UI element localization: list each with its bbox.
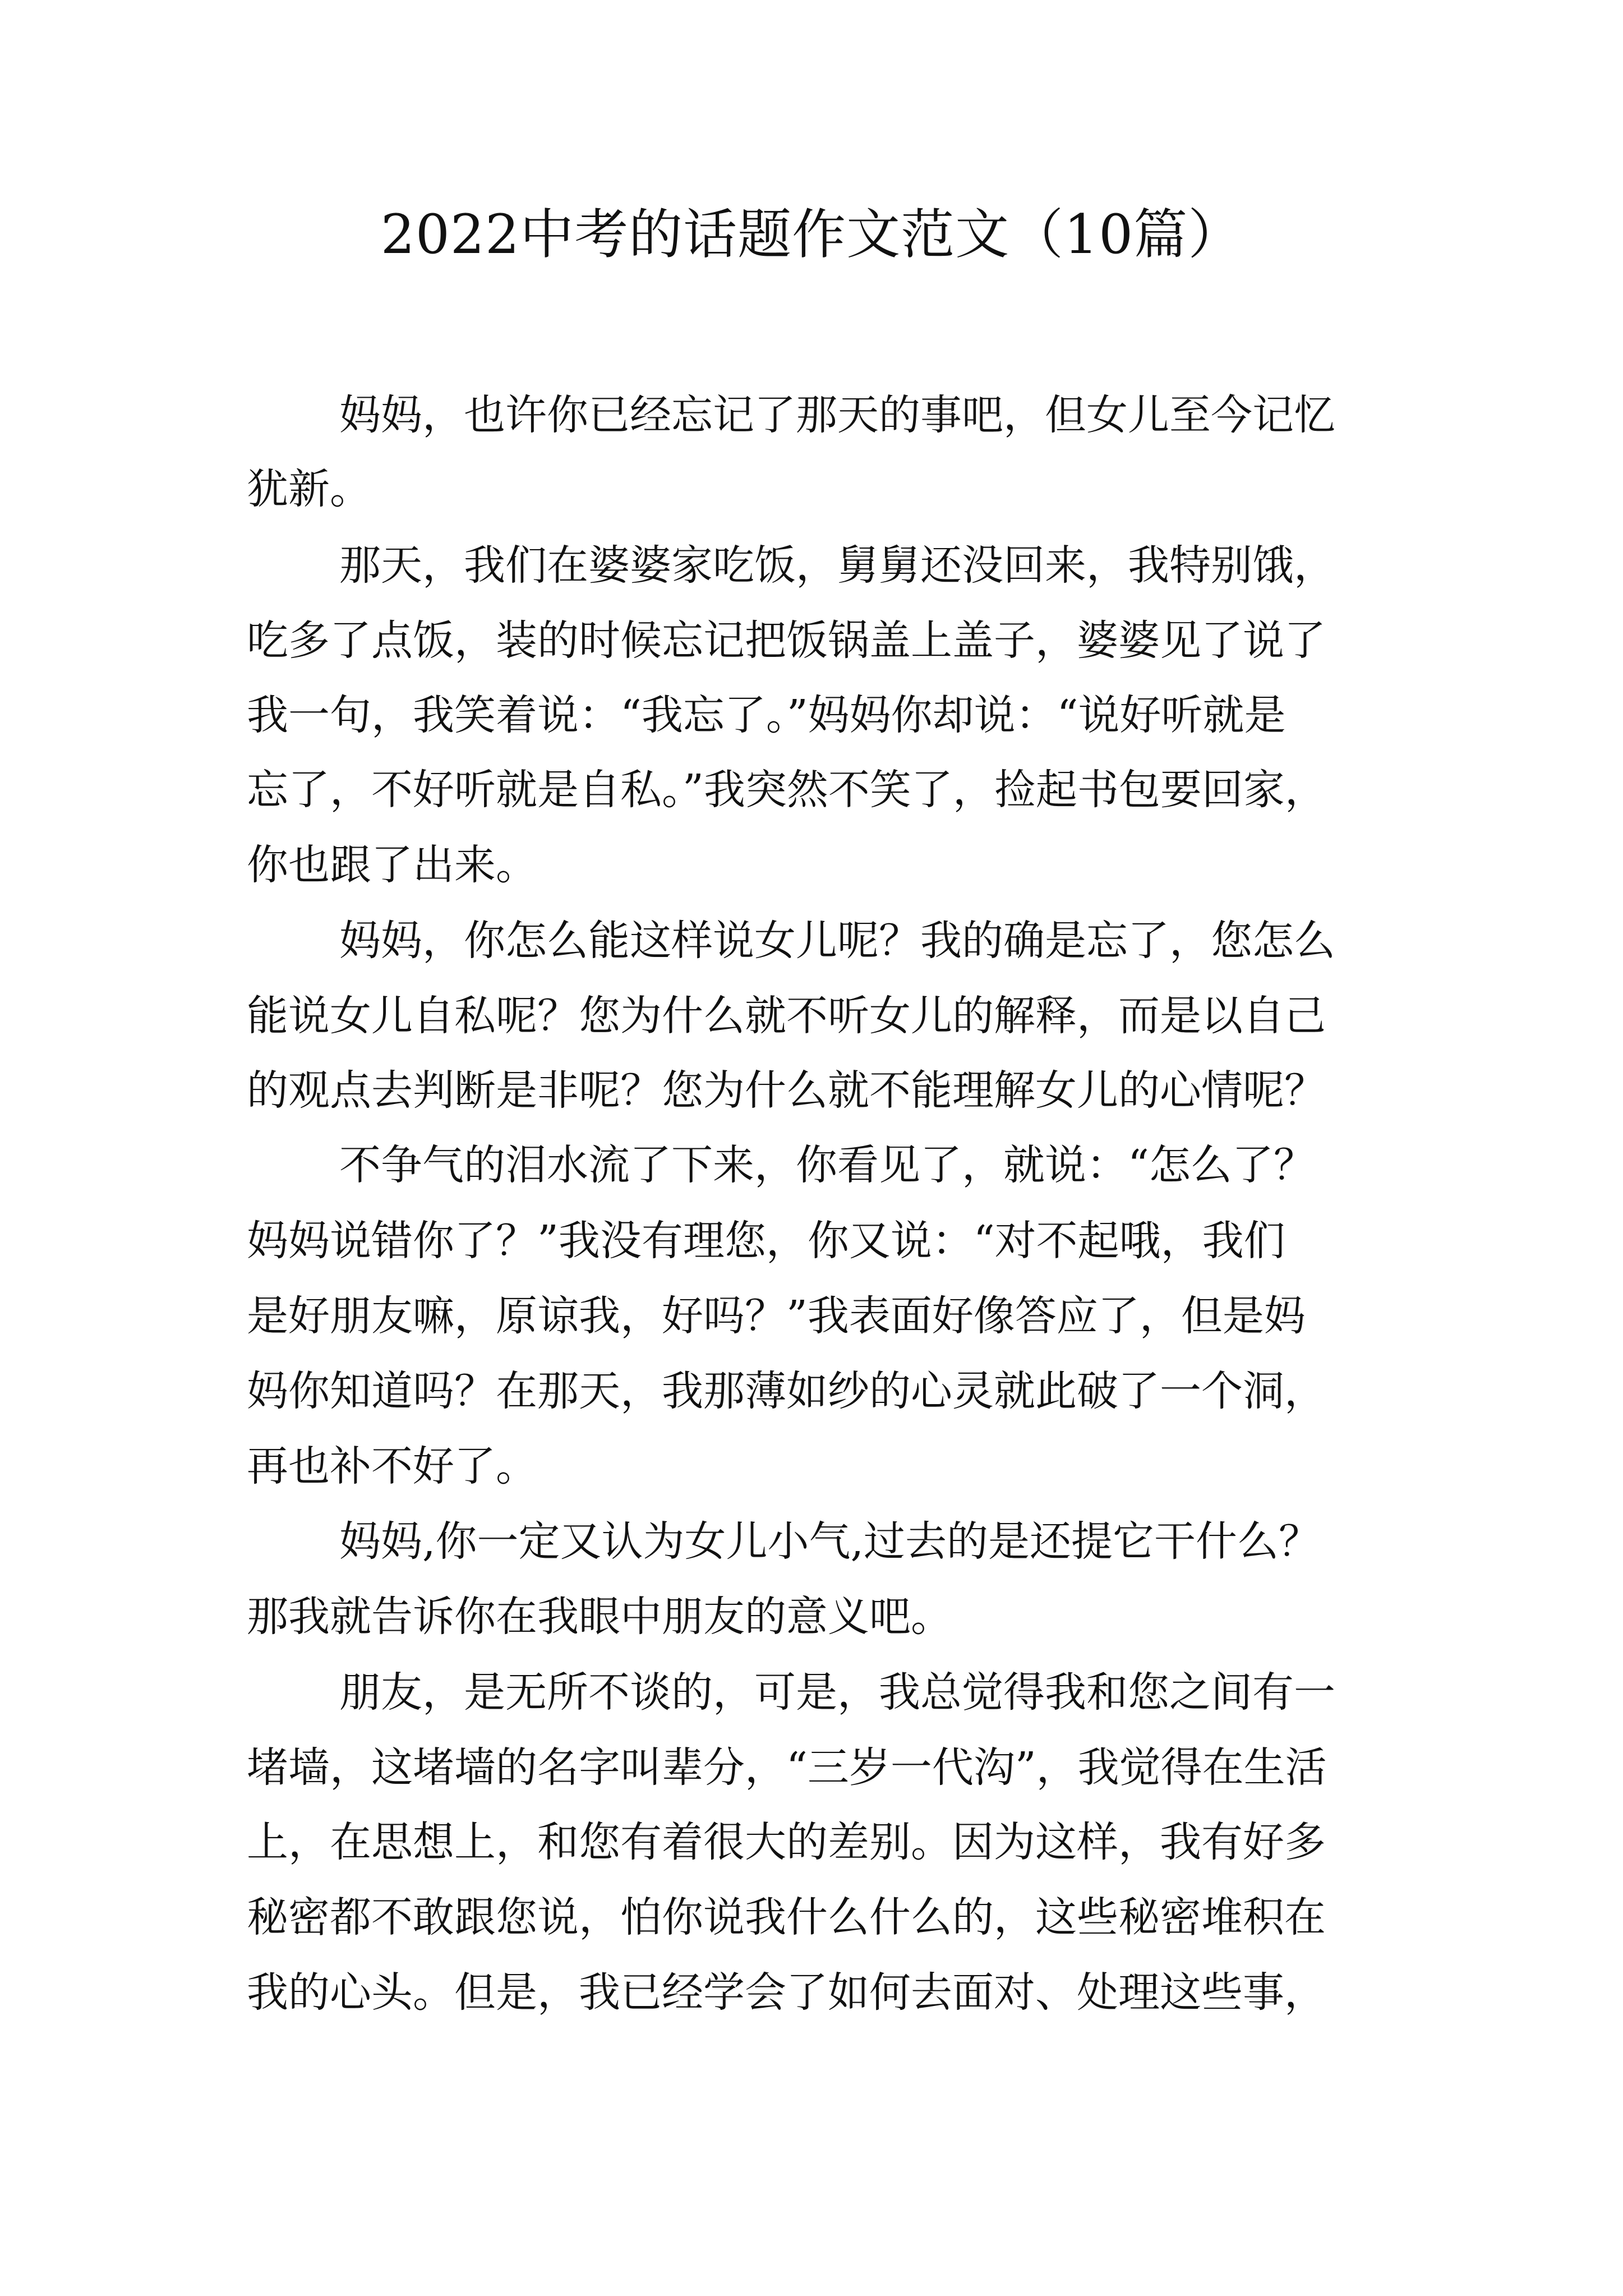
text-line-8: 妈妈，你怎么能这样说女儿呢？我的确是忘了，您怎么 xyxy=(339,917,1335,965)
text-line-11: 不争气的泪水流了下来，你看见了，就说：“怎么了？ xyxy=(339,1141,1315,1189)
text-line-20: 上，在思想上，和您有着很大的差别。因为这样，我有好多 xyxy=(247,1818,1326,1866)
text-line-21: 秘密都不敢跟您说，怕你说我什么什么的，这些秘密堆积在 xyxy=(247,1893,1326,1941)
text-line-6: 忘了，不好听就是自私。”我突然不笑了，捡起书包要回家， xyxy=(247,766,1326,814)
text-line-9: 能说女儿自私呢？您为什么就不听女儿的解释，而是以自己 xyxy=(247,992,1326,1040)
text-line-10: 的观点去判断是非呢？您为什么就不能理解女儿的心情呢？ xyxy=(247,1066,1326,1115)
text-line-1: 妈妈，也许你已经忘记了那天的事吧，但女儿至今记忆 xyxy=(339,391,1335,439)
text-line-19: 堵墙，这堵墙的名字叫辈分，“三岁一代沟”，我觉得在生活 xyxy=(247,1743,1327,1792)
text-line-14: 妈你知道吗？在那天，我那薄如纱的心灵就此破了一个洞， xyxy=(247,1367,1326,1415)
text-line-5: 我一句，我笑着说：“我忘了。”妈妈你却说：“说好听就是 xyxy=(247,691,1286,739)
document-title: 2022中考的话题作文范文（10篇） xyxy=(380,203,1243,266)
text-line-22: 我的心头。但是，我已经学会了如何去面对、处理这些事， xyxy=(247,1968,1326,2017)
text-line-3: 那天，我们在婆婆家吃饭，舅舅还没回来，我特别饿， xyxy=(339,541,1335,590)
text-line-15: 再也补不好了。 xyxy=(247,1442,537,1490)
text-line-12: 妈妈说错你了？”我没有理您，你又说：“对不起哦，我们 xyxy=(247,1217,1285,1265)
text-line-7: 你也跟了出来。 xyxy=(247,841,537,889)
text-line-4: 吃多了点饭，装的时候忘记把饭锅盖上盖子，婆婆见了说了 xyxy=(247,616,1326,665)
text-line-17: 那我就告诉你在我眼中朋友的意义吧。 xyxy=(247,1593,952,1641)
text-line-16: 妈妈,你一定又认为女儿小气,过去的是还提它干什么？ xyxy=(339,1517,1321,1566)
text-line-18: 朋友，是无所不谈的，可是，我总觉得我和您之间有一 xyxy=(339,1668,1335,1717)
text-line-13: 是好朋友嘛，原谅我，好吗？”我表面好像答应了，但是妈 xyxy=(247,1292,1306,1340)
text-line-2: 犹新。 xyxy=(247,465,371,513)
